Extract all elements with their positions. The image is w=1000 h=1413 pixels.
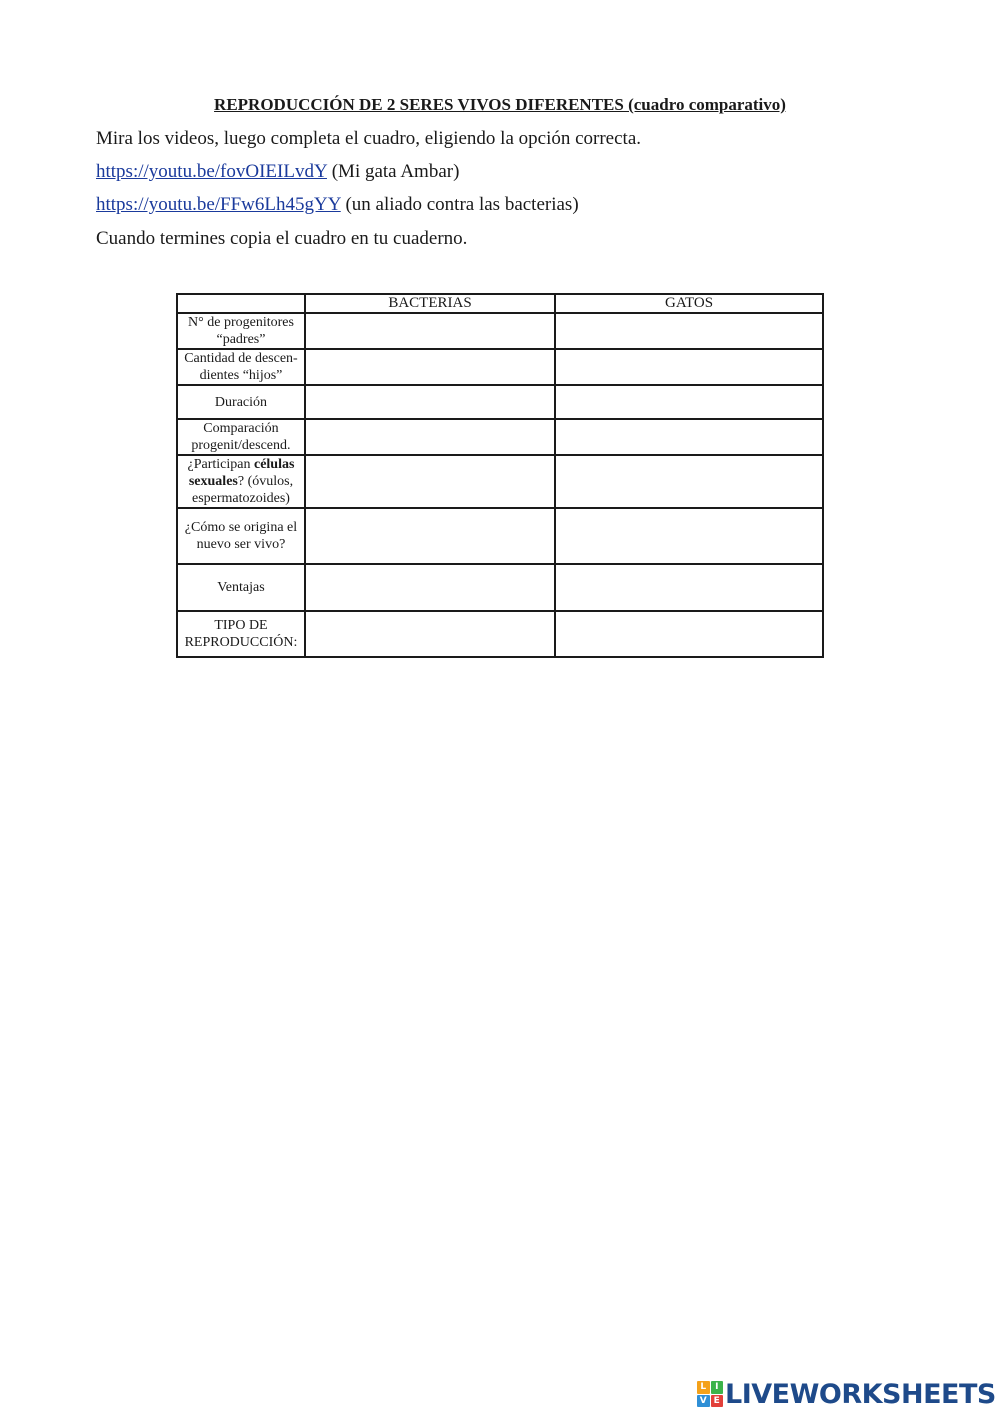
answer-cell-gatos[interactable]	[555, 419, 823, 455]
answer-cell-gatos[interactable]	[555, 385, 823, 419]
table-row	[177, 508, 823, 564]
answer-cell-bacterias[interactable]	[305, 313, 555, 349]
answer-cell-bacterias[interactable]	[305, 564, 555, 611]
table-row	[177, 611, 823, 657]
video-link-2[interactable]: https://youtu.be/FFw6Lh45gYY	[96, 194, 341, 215]
column-header-bacterias: BACTERIAS	[305, 294, 555, 313]
document-title: REPRODUCCIÓN DE 2 SERES VIVOS DIFERENTES (cuadro comparativo)	[214, 95, 786, 114]
row-label-ventajas: Ventajas	[177, 564, 305, 611]
row-label-celulas-sexuales: ¿Participan células sexuales? (óvulos, espermatozoides)	[177, 455, 305, 508]
table-row	[177, 455, 823, 508]
row-label-comparacion: Comparación progenit/descend.	[177, 419, 305, 455]
video-link-1-caption: (Mi gata Ambar)	[326, 161, 460, 182]
video-link-1[interactable]: https://youtu.be/fovOIEILvdY	[96, 161, 327, 182]
liveworksheets-logo	[697, 1378, 996, 1410]
table-row	[177, 349, 823, 385]
row-label-tipo-reproduccion: TIPO DE REPRODUCCIÓN:	[177, 611, 305, 657]
answer-cell-bacterias[interactable]	[305, 455, 555, 508]
answer-cell-gatos[interactable]	[555, 455, 823, 508]
answer-cell-bacterias[interactable]	[305, 508, 555, 564]
row-label-origen: ¿Cómo se origina el nuevo ser vivo?	[177, 508, 305, 564]
table-row	[177, 564, 823, 611]
logo-mark-icon: L I V E	[697, 1381, 723, 1407]
table-row	[177, 385, 823, 419]
table-corner-cell	[177, 294, 305, 313]
answer-cell-bacterias[interactable]	[305, 419, 555, 455]
answer-cell-bacterias[interactable]	[305, 349, 555, 385]
table-header-row	[177, 294, 823, 313]
row-label-descendientes: Cantidad de descen- dientes “hijos”	[177, 349, 305, 385]
table-row	[177, 313, 823, 349]
answer-cell-gatos[interactable]	[555, 611, 823, 657]
table-row	[177, 419, 823, 455]
answer-cell-bacterias[interactable]	[305, 385, 555, 419]
video-link-line-2	[96, 194, 579, 216]
column-header-gatos: GATOS	[555, 294, 823, 313]
answer-cell-gatos[interactable]	[555, 349, 823, 385]
comparison-table	[176, 293, 824, 658]
answer-cell-gatos[interactable]	[555, 564, 823, 611]
closing-instruction: Cuando termines copia el cuadro en tu cuaderno.	[96, 228, 468, 249]
row-label-progenitores: N° de progenitores “padres”	[177, 313, 305, 349]
answer-cell-bacterias[interactable]	[305, 611, 555, 657]
logo-wordmark: LIVEWORKSHEETS	[725, 1378, 996, 1410]
instruction-text: Mira los videos, luego completa el cuadro, eligiendo la opción correcta.	[96, 128, 642, 149]
video-link-line-1	[96, 161, 459, 183]
answer-cell-gatos[interactable]	[555, 508, 823, 564]
row-label-duracion: Duración	[177, 385, 305, 419]
answer-cell-gatos[interactable]	[555, 313, 823, 349]
video-link-2-caption: (un aliado contra las bacterias)	[340, 194, 579, 215]
